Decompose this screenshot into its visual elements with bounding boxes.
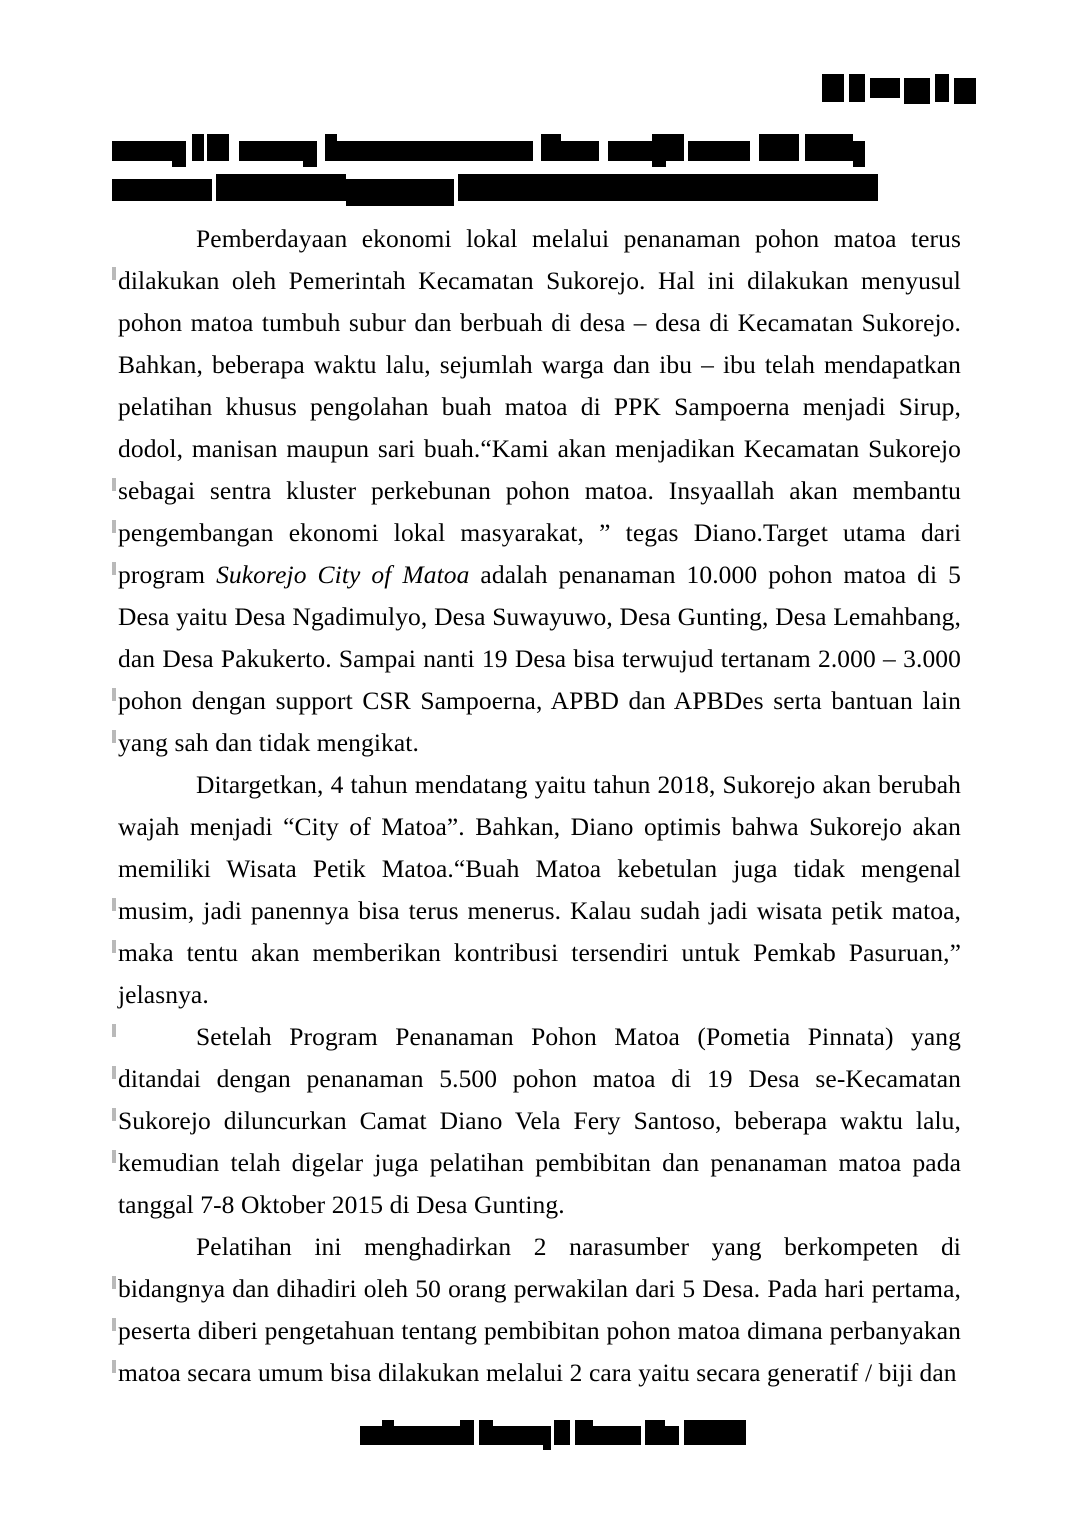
scan-artifact-mark xyxy=(112,1360,116,1373)
scan-artifact-mark xyxy=(112,267,116,280)
scan-artifact-mark xyxy=(112,1024,116,1037)
redacted-word xyxy=(561,141,599,161)
redacted-word xyxy=(207,134,229,161)
scan-artifact-mark xyxy=(112,1150,116,1163)
paragraph-3-text: Setelah Program Penanaman Pohon Matoa (Pometia Pinnata) yang ditandai dengan penanaman 5.500 pohon matoa di 19 Desa se-Kecamatan Sukorejo diluncurkan Camat Diano Vela Fery Santoso, beberapa waktu lalu, kemudian telah digelar juga pelatihan pembibitan dan penanaman matoa pada tanggal 7-8 Oktober 2015 di Desa Gunting. xyxy=(118,1022,961,1219)
paragraph-3 xyxy=(118,1016,961,1226)
redacted-word xyxy=(394,1426,460,1445)
paragraph-1-segment-3: adalah penanaman 10.000 pohon matoa di 5 Desa yaitu Desa Ngadimulyo, Desa Suwayuwo, Desa Gunting, Desa Lemahbang, dan Desa Pakukerto. Sampai nanti 19 Desa bisa terwujud tertanam 2.000 – 3.000 pohon dengan support CSR Sampoerna, APBD dan APBDes serta bantuan lain yang sah dan tidak mengikat. xyxy=(118,560,962,757)
redacted-word xyxy=(543,1426,551,1450)
redacted-word xyxy=(575,1420,593,1445)
scan-artifact-mark xyxy=(112,562,116,575)
redacted-word xyxy=(337,141,533,161)
redacted-word xyxy=(652,134,666,167)
redacted-word xyxy=(805,134,853,161)
redacted-title-line-2 xyxy=(112,176,878,206)
redacted-word xyxy=(112,141,172,161)
redacted-word xyxy=(325,134,337,161)
scan-artifact-mark xyxy=(112,1318,116,1331)
redacted-word xyxy=(493,1426,543,1445)
redacted-word xyxy=(239,141,303,161)
redacted-word xyxy=(172,141,186,167)
redacted-word xyxy=(593,1426,641,1445)
redacted-word xyxy=(608,141,652,161)
redacted-word xyxy=(870,78,900,98)
redacted-word xyxy=(360,1426,382,1445)
redacted-word xyxy=(935,74,949,102)
redacted-footer-block xyxy=(360,1420,746,1450)
redacted-word xyxy=(382,1420,394,1445)
redacted-word xyxy=(479,1420,493,1445)
redacted-word xyxy=(759,134,799,161)
scan-artifact-mark xyxy=(112,1108,116,1121)
redacted-word xyxy=(112,179,212,201)
scan-artifact-mark xyxy=(112,478,116,491)
scan-artifact-mark xyxy=(112,898,116,911)
paragraph-4-text: Pelatihan ini menghadirkan 2 narasumber yang berkompeten di bidangnya dan dihadiri oleh 50 orang perwakilan dari 5 Desa. Pada hari pertama, peserta diberi pengetahuan tentang pembibitan pohon matoa dimana perbanyakan matoa secara umum bisa dilakukan melalui 2 cara yaitu secara generatif / biji dan xyxy=(118,1232,961,1387)
redacted-word xyxy=(822,74,844,102)
scan-artifact-mark xyxy=(112,940,116,953)
paragraph-2-text: Ditargetkan, 4 tahun mendatang yaitu tahun 2018, Sukorejo akan berubah wajah menjadi “City of Matoa”. Bahkan, Diano optimis bahwa Sukorejo akan memiliki Wisata Petik Matoa.“Buah Matoa kebetulan juga tidak mengenal musim, jadi panennya bisa terus menerus. Kalau sudah jadi wisata petik matoa, maka tentu akan memberikan kontribusi tersendiri untuk Pemkab Pasuruan,” jelasnya. xyxy=(118,770,961,1009)
scan-artifact-mark xyxy=(112,1066,116,1079)
redacted-word xyxy=(554,1420,570,1445)
redacted-word xyxy=(904,78,930,104)
redacted-word xyxy=(954,78,976,104)
paragraph-2 xyxy=(118,764,961,1016)
paragraph-1-segment-1: Pemberdayaan ekonomi lokal melalui penanaman pohon matoa terus dilakukan oleh Pemerintah Kecamatan Sukorejo. Hal ini dilakukan menyusul pohon matoa tumbuh subur dan berbuah di desa – desa di Kecamatan Sukorejo. Bahkan, beberapa waktu lalu, sejumlah warga dan ibu – ibu telah mendapatkan pelatihan khusus pengolahan buah matoa di PPK Sampoerna menjadi Sirup, dodol, manisan maupun sari buah.“Kami akan menjadikan Kecamatan Sukorejo sebagai sentra kluster perkebunan pohon matoa. Insyaallah akan membantu pengembangan ekonomi lokal masyarakat, ” tegas Diano.Target utama dari program xyxy=(118,224,961,589)
redacted-title-line-1 xyxy=(112,133,865,167)
paragraph-1-segment-italic: Sukorejo City of Matoa xyxy=(216,560,470,589)
redacted-word xyxy=(665,1426,679,1445)
redacted-word xyxy=(458,174,878,201)
redacted-word xyxy=(849,74,865,102)
scan-artifact-mark xyxy=(112,1276,116,1289)
document-body xyxy=(118,218,961,1394)
redacted-word xyxy=(303,141,317,167)
redacted-word xyxy=(688,141,750,161)
redacted-header-block xyxy=(822,72,976,104)
redacted-word xyxy=(666,134,684,161)
redacted-word xyxy=(216,174,346,201)
scan-artifact-mark xyxy=(112,688,116,701)
redacted-word xyxy=(853,141,865,167)
paragraph-1 xyxy=(118,218,961,764)
scan-artifact-mark xyxy=(112,730,116,743)
redacted-word xyxy=(645,1420,665,1445)
redacted-word xyxy=(460,1420,474,1445)
redacted-word xyxy=(684,1420,746,1445)
paragraph-4 xyxy=(118,1226,961,1394)
scan-artifact-mark xyxy=(112,520,116,533)
redacted-word xyxy=(192,134,204,161)
redacted-word xyxy=(346,179,454,206)
redacted-word xyxy=(541,134,561,161)
